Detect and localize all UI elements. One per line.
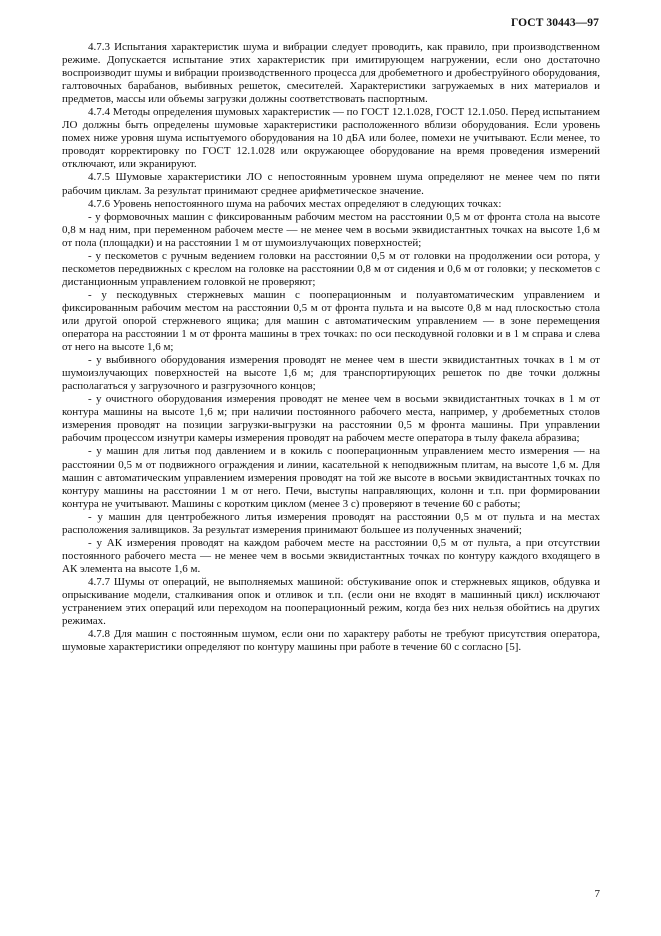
paragraph-4-7-7: 4.7.7 Шумы от операций, не выполняемых машиной: обстукивание опок и стержневых ящиков, обдувка и опрыскивание модели, сталкивания опок и отливок и т.п. (если они не входят в машинный цикл) исключают устранением этих операций или переходом на пооперационный режим, когда без них нельзя обойтись на других режимах. (62, 575, 600, 628)
list-item-centrifugal-casting: - у машин для центробежного литья измерения проводят на расстоянии 0,5 м от пульта и на местах расположения заливщиков. За результат измерения принимают большее из полученных значений; (62, 510, 600, 536)
list-item-molding-machines: - у формовочных машин с фиксированным рабочим местом на расстоянии 0,5 м от фронта стола на высоте 0,8 м над ним, при переменном рабочем месте — не менее чем в восьми эквидистантных точках на высоте 1,6 м от пола (площадки) и на расстоянии 1 м от шумоизлучающих поверхностей; (62, 210, 600, 249)
paragraph-4-7-3: 4.7.3 Испытания характеристик шума и вибрации следует проводить, как правило, при производственном режиме. Допускается испытание этих характеристик при имитирующем нагружении, если оно достаточно воспроизводит шумы и вибрации производственного процесса для дробеметного и дробеструйного оборудования, галтовочных барабанов, выбивных решеток, смесителей. Характеристики загружаемых в них материалов и предметов, массы или объемы загрузки должны соответствовать паспортным. (62, 41, 600, 106)
list-item-shakeout-equipment: - у выбивного оборудования измерения проводят не менее чем в шести эквидистантных точках в 1 м от шумоизлучающих поверхностей на высоте 1,6 м; для транспортирующих решеток по две точки должны располагаться у загрузочного и разгрузочного концов; (62, 354, 600, 393)
list-item-sand-slingers: - у пескометов с ручным ведением головки на расстоянии 0,5 м от головки на продолжении оси ротора, у пескометов передвижных с креслом на головке на расстоянии 0,8 м от сидения и 0,6 м от головки; у пескометов с дистанционным управлением головкой не проверяют; (62, 249, 600, 288)
list-item-core-blowers: - у пескодувных стержневых машин с пооперационным и полуавтоматическим управлением и фиксированным рабочим местом на расстоянии 0,5 м от фронта пульта и на высоте 0,8 м над плоскостью стола или другой опорой стержневого ящика; для машин с автоматическим управлением — в зоне перемещения оператора на расстоянии 1 м от фронта машины в трех точках: по оси пескодувной головки и в 1 м справа и слева от него на высоте 1,6 м; (62, 288, 600, 354)
paragraph-4-7-8: 4.7.8 Для машин с постоянным шумом, если они по характеру работы не требуют присутствия оператора, шумовые характеристики определяют по контуру машины при работе в течение 60 с согласно [5]. (62, 628, 600, 654)
document-body (62, 41, 600, 654)
paragraph-4-7-6: 4.7.6 Уровень непостоянного шума на рабочих местах определяют в следующих точках: (88, 197, 502, 210)
list-item-die-casting-machines: - у машин для литья под давлением и в кокиль с пооперационным управлением место измерения — на расстоянии 0,5 м от подвижного ограждения и линии, касательной к неподвижным плитам, на высоте 1,6 м. Для машин с автоматическим управлением измерения проводят на той же высоте в восьми эквидистантных точках по контуру машины на расстоянии 1 м от него. Печи, выступы направляющих, колонн и т.п. при формировании контура не учитывают. Машины с коротким циклом (менее 3 с) проверяют в течение 60 с работы; (62, 445, 600, 510)
paragraph-4-7-5: 4.7.5 Шумовые характеристики ЛО с непостоянным уровнем шума определяют не менее чем по пяти рабочим циклам. За результат принимают среднее арифметическое значение. (62, 171, 600, 197)
list-item-cleaning-equipment: - у очистного оборудования измерения проводят не менее чем в восьми эквидистантных точках в 1 м от контура машины на высоте 1,6 м; при наличии постоянного рабочего места, например, у дробеметных столов измерения проводят на позиции загрузки-выгрузки на расстоянии 0,5 м фронта машины. При управлении рабочим процессом изнутри камеры измерения проводят на рабочем месте оператора в тылу факела абразива; (62, 393, 600, 445)
page-number: 7 (594, 888, 600, 900)
list-item-ak: - у АК измерения проводят на каждом рабочем месте на расстоянии 0,5 м от пульта, а при отсутствии постоянного рабочего места — не менее чем в восьми эквидистантных точках по контуру каждого входящего в АК элемента на высоте 1,6 м. (62, 536, 600, 575)
standard-header: ГОСТ 30443—97 (510, 17, 599, 29)
paragraph-4-7-4: 4.7.4 Методы определения шумовых характеристик — по ГОСТ 12.1.028, ГОСТ 12.1.050. Перед испытанием ЛО должны быть определены шумовые характеристики расположенного вблизи оборудования. Если уровень помех ниже уровня шума испытуемого оборудования на 10 дБА или более, помехи не учитывают. Если менее, то проводят корректировку по ГОСТ 12.1.028 или окружающее оборудование на время проведения измерений отключают, или экранируют. (62, 106, 600, 171)
